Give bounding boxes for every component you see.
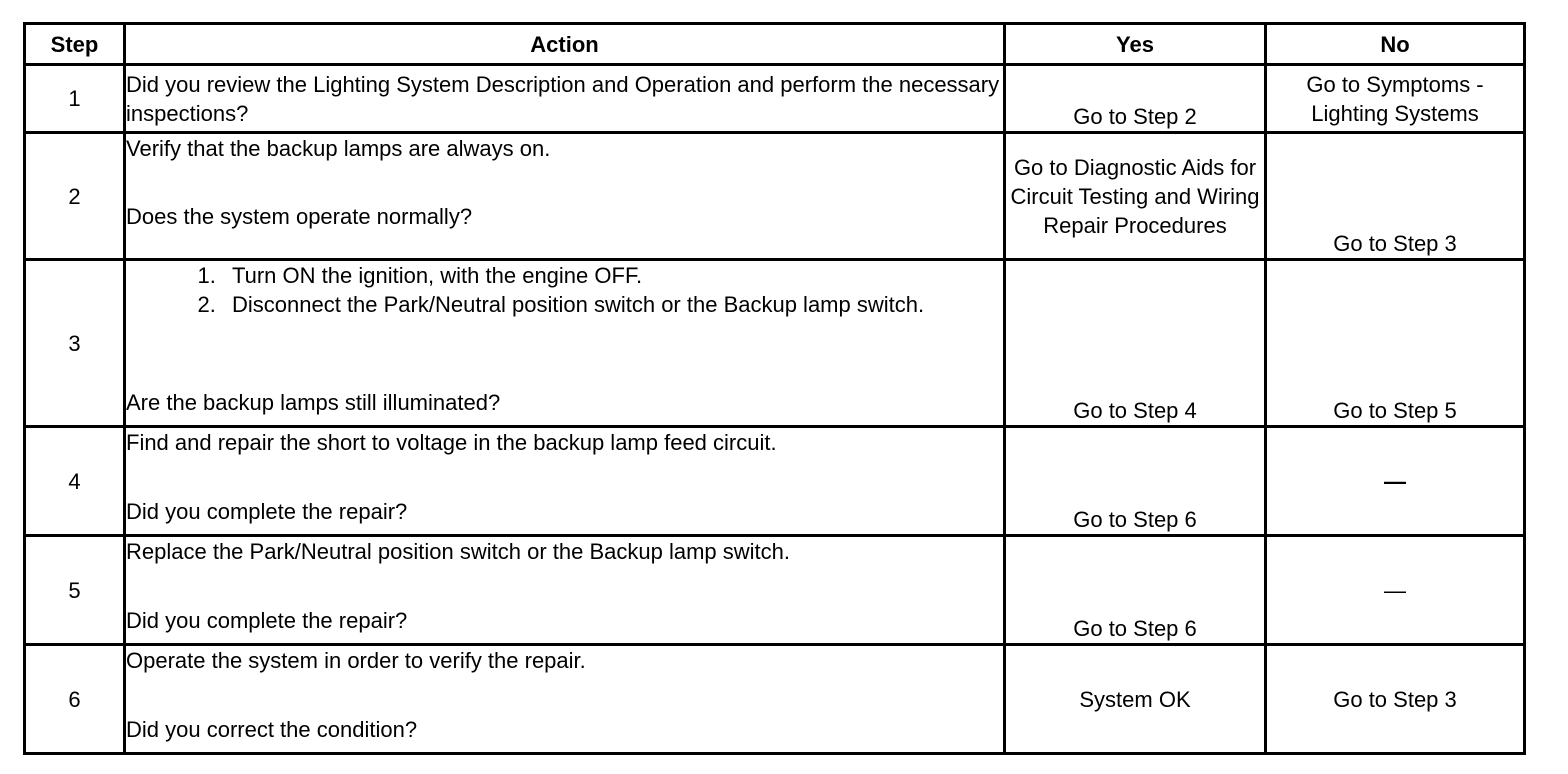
yes-result: Go to Step 4 <box>1005 260 1266 427</box>
table-row <box>25 536 1525 645</box>
action-question: Did you correct the condition? <box>126 717 418 742</box>
no-result: Go to Step 5 <box>1266 260 1525 427</box>
substep-item: 2. Disconnect the Park/Neutral position switch or the Backup lamp switch. <box>222 290 1003 319</box>
yes-result: Go to Step 6 <box>1005 536 1266 645</box>
action-cell <box>125 260 1005 427</box>
step-number: 5 <box>25 536 125 645</box>
header-step: Step <box>25 24 125 65</box>
yes-result: Go to Diagnostic Aids for Circuit Testing and Wiring Repair Procedures <box>1005 133 1266 260</box>
substep-list <box>126 261 1003 319</box>
action-question: Did you complete the repair? <box>126 608 408 633</box>
action-cell <box>125 427 1005 536</box>
step-number: 3 <box>25 260 125 427</box>
step-number: 4 <box>25 427 125 536</box>
header-action: Action <box>125 24 1005 65</box>
table-row <box>25 645 1525 754</box>
action-cell <box>125 133 1005 260</box>
action-text: Verify that the backup lamps are always on. <box>126 136 551 161</box>
action-text: Operate the system in order to verify the repair. <box>126 648 586 673</box>
action-text: Replace the Park/Neutral position switch or the Backup lamp switch. <box>126 539 790 564</box>
action-text: Find and repair the short to voltage in the backup lamp feed circuit. <box>126 430 777 455</box>
no-result: — <box>1266 536 1525 645</box>
table-row <box>25 427 1525 536</box>
action-cell <box>125 645 1005 754</box>
action-question: Does the system operate normally? <box>126 204 473 229</box>
step-number: 2 <box>25 133 125 260</box>
table-row <box>25 133 1525 260</box>
table-row <box>25 65 1525 133</box>
action-question: Are the backup lamps still illuminated? <box>126 390 501 415</box>
header-no: No <box>1266 24 1525 65</box>
header-row <box>25 24 1525 65</box>
no-result: Go to Symptoms - Lighting Systems <box>1266 65 1525 133</box>
yes-result: Go to Step 2 <box>1005 65 1266 133</box>
substep-item: 1. Turn ON the ignition, with the engine OFF. <box>222 261 1003 290</box>
no-result: Go to Step 3 <box>1266 645 1525 754</box>
step-number: 1 <box>25 65 125 133</box>
yes-result: Go to Step 6 <box>1005 427 1266 536</box>
no-result: Go to Step 3 <box>1266 133 1525 260</box>
yes-result: System OK <box>1005 645 1266 754</box>
action-question: Did you complete the repair? <box>126 499 408 524</box>
no-result: — <box>1266 427 1525 536</box>
action-text: Did you review the Lighting System Description and Operation and perform the necessary inspections? <box>125 65 1005 133</box>
action-cell <box>125 536 1005 645</box>
diagnostic-table-container <box>23 22 1526 755</box>
header-yes: Yes <box>1005 24 1266 65</box>
step-number: 6 <box>25 645 125 754</box>
diagnostic-table <box>23 22 1526 755</box>
table-row <box>25 260 1525 427</box>
